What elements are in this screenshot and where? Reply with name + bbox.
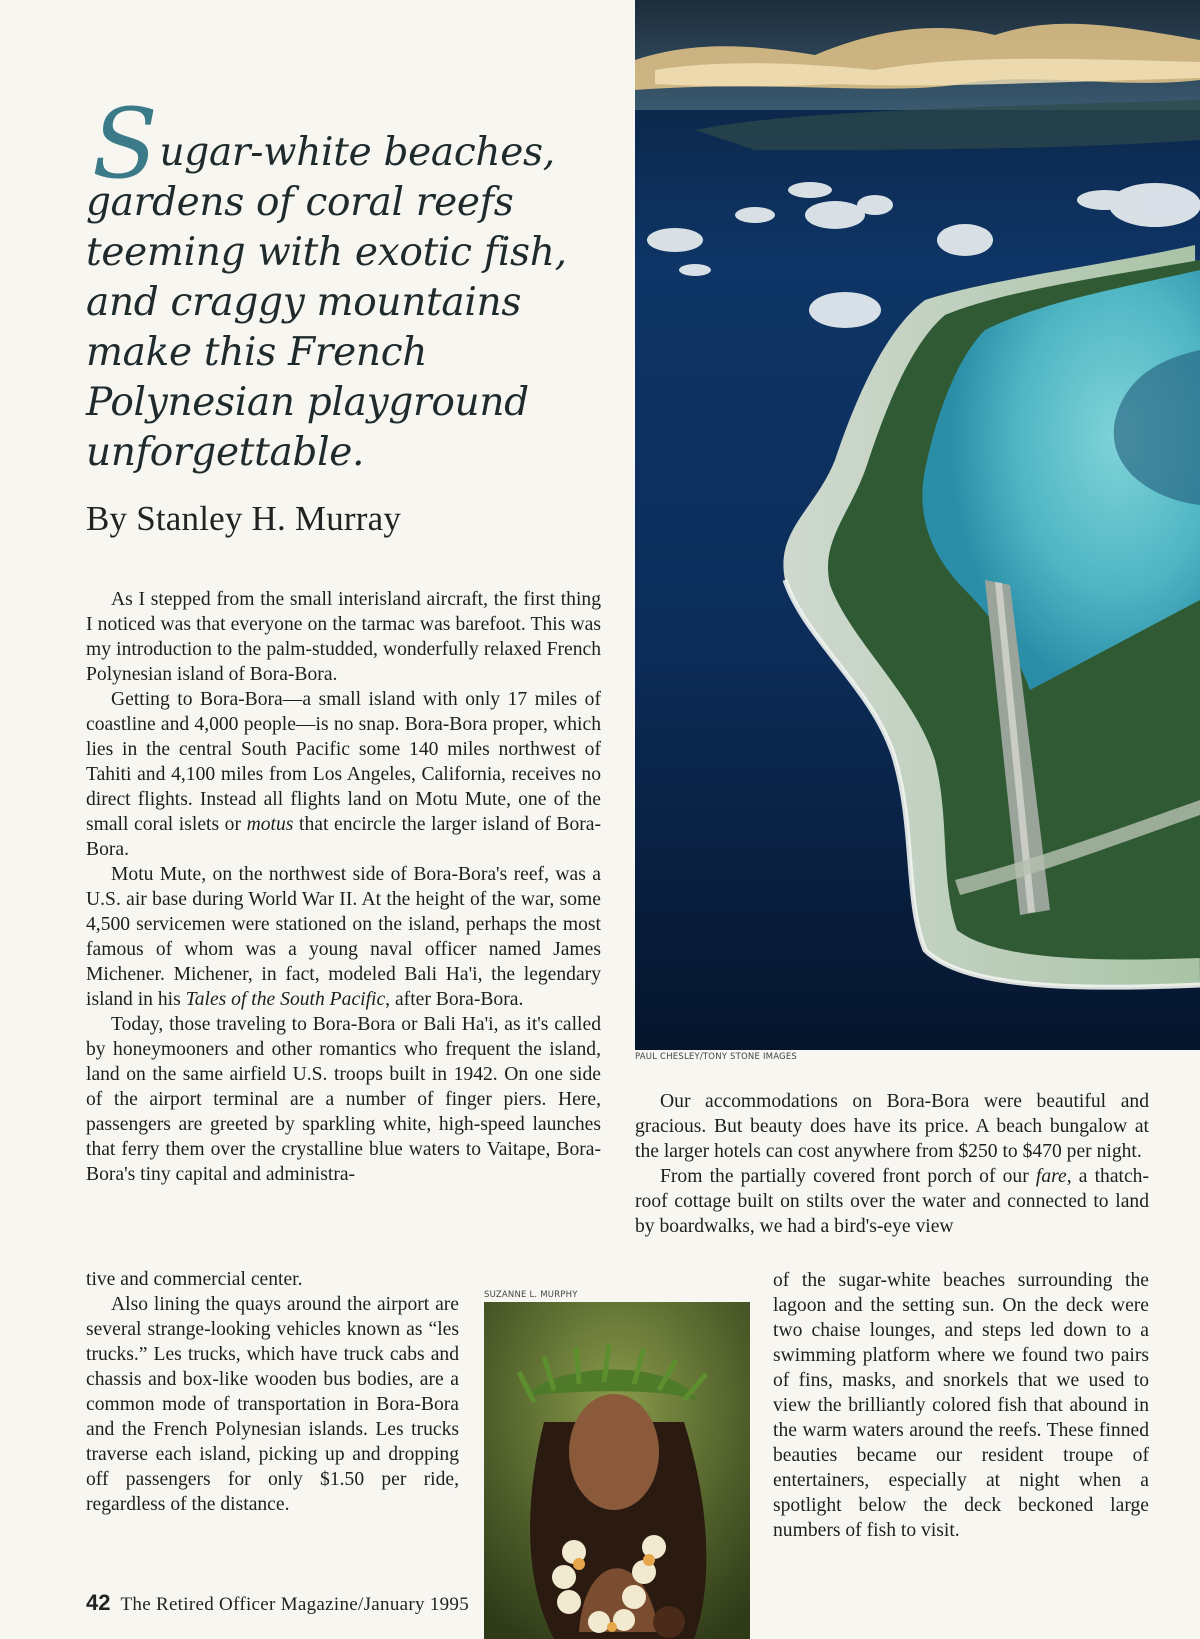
page-number: 42 bbox=[86, 1590, 111, 1615]
body-column-left-lower bbox=[86, 1267, 459, 1517]
body-column-right-lower bbox=[773, 1268, 1149, 1543]
paragraph: Motu Mute, on the northwest side of Bora-Bora's reef, was a U.S. air base during World War II. At the height of the war, some 4,500 servicemen were stationed on the island, perhaps the most famous of whom was a young naval officer named James Michener. Michener, in fact, modeled Bali Ha'i, the legendary island in his Tales of the South Pacific, after Bora-Bora. bbox=[86, 864, 601, 1010]
aerial-photo-bora-bora bbox=[635, 0, 1200, 1050]
page-footer bbox=[86, 1590, 469, 1616]
photo-credit-aerial: PAUL CHESLEY/TONY STONE IMAGES bbox=[635, 1052, 798, 1062]
photo-credit-portrait: SUZANNE L. MURPHY bbox=[484, 1290, 578, 1300]
body-column-left bbox=[86, 587, 601, 1187]
drop-cap: S bbox=[92, 88, 158, 200]
paragraph: Our accommodations on Bora-Bora were beautiful and gracious. But beauty does have its price. A beach bungalow at the larger hotels can cost anywhere from $250 to $470 per night. bbox=[635, 1091, 1149, 1162]
paragraph: Getting to Bora-Bora—a small island with only 17 miles of coastline and 4,000 people—is no snap. Bora-Bora proper, which lies in the central South Pacific some 140 miles northwest of Tahiti and 4,100 miles from Los Angeles, California, receives no direct flights. Instead all flights land on Motu Mute, one of the small coral islets or motus that encircle the larger island of Bora-Bora. bbox=[86, 689, 601, 860]
paragraph: From the partially covered front porch of our fare, a thatch-roof cottage built on stilts over the water and connected to land by boardwalks, we had a bird's-eye view bbox=[635, 1166, 1149, 1237]
headline bbox=[86, 88, 606, 478]
paragraph: As I stepped from the small interisland aircraft, the first thing I noticed was that everyone on the tarmac was barefoot. This was my introduction to the palm-studded, wonderfully relaxed French Polynesian island of Bora-Bora. bbox=[86, 589, 601, 685]
magazine-title: The Retired Officer Magazine/January 1995 bbox=[120, 1594, 470, 1615]
byline: By Stanley H. Murray bbox=[86, 499, 402, 538]
portrait-photo-polynesian-woman bbox=[484, 1302, 750, 1639]
paragraph: Today, those traveling to Bora-Bora or Bali Ha'i, as it's called by honeymooners and other romantics who frequent the island, land on the same airfield U.S. troops built in 1942. On one side of the airport terminal are a number of finger piers. Here, passengers are greeted by sparkling white, high-speed launches that ferry them over the crystalline blue waters to Vaitape, Bora-Bora's tiny capital and administra- bbox=[86, 1014, 601, 1185]
body-column-right bbox=[635, 1089, 1149, 1239]
paragraph: Also lining the quays around the airport are several strange-looking vehicles known as “les trucks.” Les trucks, which have truck cabs and chassis and box-like wooden bus bodies, are a common mode of transportation in Bora-Bora and the French Polynesian islands. Les trucks traverse each island, picking up and dropping off passengers for only $1.50 per ride, regardless of the distance. bbox=[86, 1294, 459, 1515]
headline-text: ugar-white beaches, gardens of coral reefs teeming with exotic fish, and craggy mountains make this French Polynesian playground unforgettable. bbox=[86, 130, 567, 475]
paragraph: of the sugar-white beaches surrounding the lagoon and the setting sun. On the deck were two chaise lounges, and steps led down to a swimming platform where we found two pairs of fins, masks, and snorkels that we used to view the brilliantly colored fish that abound in the warm waters around the reefs. These finned beauties became our resident troupe of entertainers, especially at night when a spotlight below the deck beckoned large numbers of fish to visit. bbox=[773, 1270, 1149, 1541]
paragraph: tive and commercial center. bbox=[86, 1269, 303, 1290]
